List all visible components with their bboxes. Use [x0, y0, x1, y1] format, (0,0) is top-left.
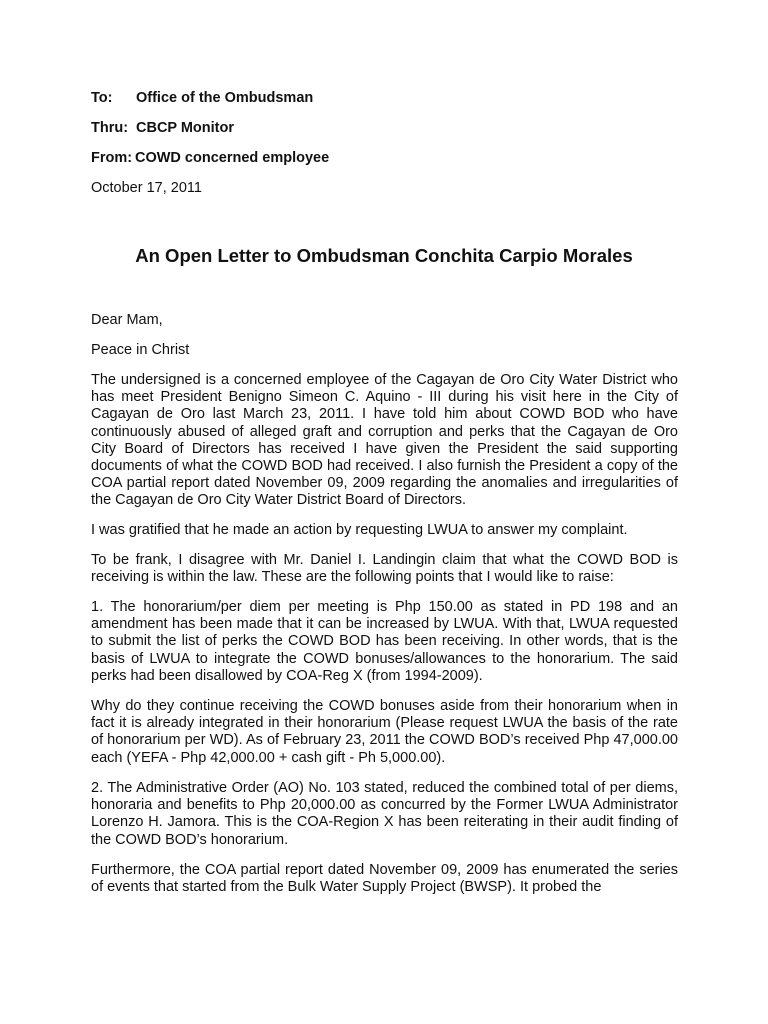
paragraph-furthermore: Furthermore, the COA partial report dated November 09, 2009 has enumerated the series of events that started from the Bulk Water Supply Project (BWSP). It probed the	[91, 862, 678, 896]
from-value: COWD concerned employee	[135, 150, 330, 166]
to-line	[91, 90, 314, 107]
to-value: Office of the Ombudsman	[136, 90, 314, 106]
paragraph-disagree: To be frank, I disagree with Mr. Daniel I. Landingin claim that what the COWD BOD is receiving is within the law. These are the following points that I would like to raise:	[91, 552, 678, 586]
paragraph-why: Why do they continue receiving the COWD bonuses aside from their honorarium when in fact it is already integrated in their honorarium (Please request LWUA the basis of the rate of honorarium per WD). As of February 23, 2011 the COWD BOD’s received Php 47,000.00 each (YEFA - Php 42,000.00 + cash gift - Ph 5,000.00).	[91, 698, 678, 766]
salutation: Dear Mam,	[91, 312, 163, 328]
thru-value: CBCP Monitor	[136, 120, 235, 136]
letter-date: October 17, 2011	[91, 180, 202, 196]
paragraph-intro: The undersigned is a concerned employee of the Cagayan de Oro City Water District who has meet President Benigno Simeon C. Aquino - III during his visit here in the City of Cagayan de Oro last March 23, 2011. I have told him about COWD BOD who have continuously abused of alleged graft and corruption and perks that the Cagayan de Oro City Board of Directors has received I have given the President the said supporting documents of what the COWD BOD had received. I also furnish the President a copy of the COA partial report dated November 09, 2009 regarding the anomalies and irregularities of the Cagayan de Oro City Water District Board of Directors.	[91, 372, 678, 509]
thru-label: Thru:	[91, 120, 129, 136]
paragraph-gratified: I was gratified that he made an action by requesting LWUA to answer my complaint.	[91, 522, 628, 538]
greeting: Peace in Christ	[91, 342, 190, 358]
paragraph-point-1: 1. The honorarium/per diem per meeting is Php 150.00 as stated in PD 198 and an amendment has been made that it can be increased by LWUA. With that, LWUA requested to submit the list of perks the COWD BOD has been receiving. In other words, that is the basis of LWUA to integrate the COWD bonuses/allowances to the honorarium. The said perks had been disallowed by COA-Reg X (from 1994-2009).	[91, 599, 678, 684]
to-label: To:	[91, 90, 113, 106]
from-line	[91, 150, 330, 167]
letter-title: An Open Letter to Ombudsman Conchita Carpio Morales	[135, 245, 633, 266]
thru-line	[91, 120, 235, 137]
paragraph-point-2: 2. The Administrative Order (AO) No. 103 stated, reduced the combined total of per diems, honoraria and benefits to Php 20,000.00 as concurred by the Former LWUA Administrator Lorenzo H. Jamora. This is the COA-Region X has been reiterating in their audit finding of the COWD BOD’s honorarium.	[91, 780, 678, 848]
from-label: From:	[91, 150, 133, 166]
